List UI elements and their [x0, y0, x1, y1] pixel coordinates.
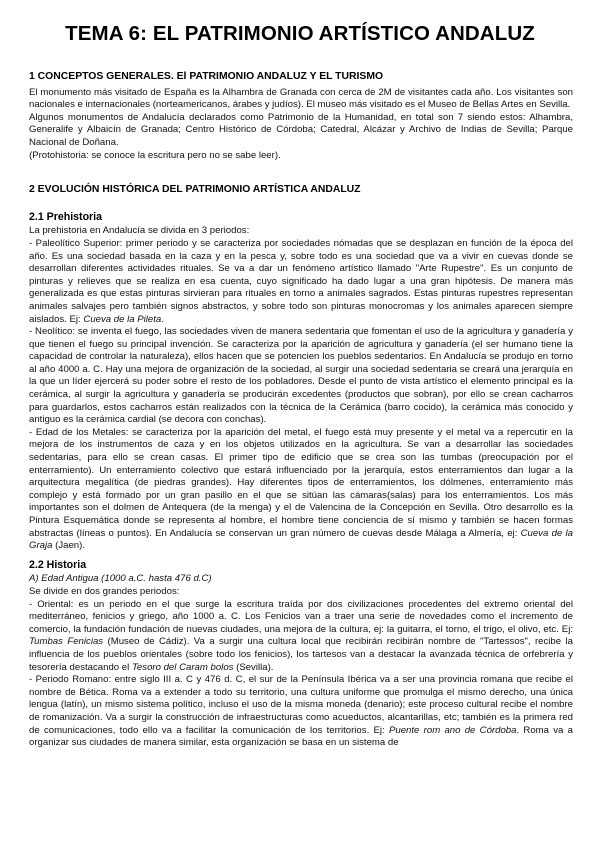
edad-antigua-label: A) Edad Antigua (1000 a.C. hasta 476 d.C) [29, 573, 212, 585]
paragraph-romano [29, 674, 573, 750]
subsection-prehistoria-heading: 2.1 Prehistoria [29, 210, 103, 223]
paragraph: Algunos monumentos de Andalucía declarados como Patrimonio de la Humanidad, en total son 7 siendo estos: Alhambra, Generalife y Albaicín de Granada; Centro Histórico de Córdoba; Catedral, Alcázar y Archivo de Indias de Sevilla; Parque Nacional de Doñana. [29, 111, 573, 148]
paragraph-text: (Museo de Cádiz). Va a surgir una cultura local que recibirán recibirán nombre de "Tartessos", recibe la influencia de los pueblos orientales (sobre todo los fenicios), los tartesos van a destacar la avanzada técnica de orfebrería y tesorería destacando el [29, 636, 573, 673]
paragraph-text: . Roma va a organizar sus ciudades de manera similar, esta organización se basa en un sistema de [29, 724, 573, 749]
spacer [29, 200, 573, 211]
paragraph: Se divide en dos grandes periodos: [29, 585, 180, 597]
paragraph-text: (Jaen). [52, 540, 85, 552]
example-puente-romano: Puente rom ano de Córdoba [388, 724, 517, 736]
document-body [29, 71, 573, 750]
paragraph-text: (Sevilla). [233, 661, 274, 673]
paragraph-oriental [29, 599, 573, 675]
example-cueva-pileta: Cueva de la Pileta [83, 313, 162, 325]
paragraph-metales [29, 427, 573, 553]
example-tesoro-carambolo: Tesoro del Caram bolos [131, 661, 234, 673]
paragraph-text: - Oriental: es un periodo en el que surge la escritura traída por dos civilizaciones procedentes del extremo oriental del mediterráneo, fenicios y griego, año 1000 a. C. Los Fenicios van a traer una serie de novedades como el incremento de comercio, la fundación fundación de nuevas ciudades, una mejora de la cultura, ej: la guitarra, el torno, el trigo, el olivo, etc. Ej: [29, 598, 573, 635]
section-1-heading: 1 CONCEPTOS GENERALES. El PATRIMONIO ANDALUZ Y EL TURISMO [29, 71, 384, 82]
edad-antigua-heading [29, 573, 573, 586]
page-title: TEMA 6: EL PATRIMONIO ARTÍSTICO ANDALUZ [65, 22, 535, 45]
example-tumbas-fenicias: Tumbas Fenicias [29, 636, 104, 648]
paragraph: La prehistoria en Andalucía se divida en 3 periodos: [29, 225, 250, 237]
paragraph-neolitico: - Neolítico: se inventa el fuego, las sociedades viven de manera sedentaria que fomentan el uso de la agricultura y ganadería y que tienen el fuego su principal invención. Se caracteriza por la aparición de agricultura y ganadería (el ser humano tiene la capacidad de controlar la naturaleza), ellos hacen que se potencien los pueblos sedentarios. En Andalucía se produjo en torno al año 4000 a. C. Hay una mejora de organización de la sociedad, al surgir una sociedad sedentaria se creará una jerarquía en la que un líder ejercerá su poder sobre el resto de los pobladores. Desde el punto de vista artístico el elemento principal es la cerámica, al surgir la agricultura y ganadería se producirán excedentes (productos que sobran), por ello se crean cacharros para guardarlos, estos cacharros están realizados con la técnica de la Cerámica (barro cocido), la cerámica más conocido y antiguo es la cerámica cardial (se decora con conchas). [29, 326, 573, 426]
paragraph-text: - Periodo Romano: entre siglo III a. C y 476 d. C, el sur de la Península Ibérica va a ser una provincia romana que recibe el nombre de Bética. Roma va a extender a todo su territorio, una cultura uniforme que promulga el mismo derecho, una única lengua (latín), un mismo sistema político, incluso el uso de la misma moneda (denario); este proceso cultural recibe el nombre de romanización. Va a surgir la construcción de infraestructuras como acueductos, alcantarillas, etc; también es la primera red de comunicaciones, todo ello va a facilitar la comunicación de los territorios. Ej: [29, 674, 573, 736]
subsection-historia-heading: 2.2 Historia [29, 558, 87, 571]
paragraph: (Protohistoria: se conoce la escritura pero no se sabe leer). [29, 149, 281, 161]
spacer [29, 162, 573, 184]
paragraph: El monumento más visitado de España es la Alhambra de Granada con cerca de 2M de visitantes cada año. Los visitantes son nacionales e internacionales (norteamericanos, árabes y judíos). El museo más visitado es el Museo de Bellas Artes en Sevilla. [29, 86, 573, 111]
paragraph-text: - Paleolítico Superior: primer periodo y se caracteriza por sociedades nómadas que se desplazan en función de la época del año. Es una sociedad basada en la caza y en la pesca y, sobre todo es una sociedad que va a vivir en cuevas donde se desarrollan diferentes actividades rituales. Se va a dar un fenómeno artístico llamado "Arte Rupestre". Es un conjunto de pinturas y relieves que se realiza en esa cuenta, cuyo significado ha dado lugar a una gran hipótesis. De manera más generalizada es que estas pinturas sirvieran para rituales en torno a animales sagrados. Estas pinturas rupestres representan animales salvajes pero también signos abstractos, y sobre todo son pinturas monocromas y los animales aparecen siempre aislados. Ej: [29, 237, 573, 325]
paragraph-paleolitico: - Paleolítico Superior: primer periodo y se caracteriza por sociedades nómadas que se desplazan en función de la época del año. Es una sociedad basada en la caza y en la pesca y, sobre todo es una sociedad que va a vivir en cuevas donde se desarrollan diferentes actividades rituales. Se va a dar un fenómeno artístico llamado "Arte Rupestre". Es un conjunto de pinturas y relieves que se realiza en esa cuenta, cuyo significado ha dado lugar a una gran hipótesis. De manera más generalizada es que estas pinturas sirvieran para rituales en torno a animales sagrados. Estas pinturas rupestres representan animales salvajes pero también signos abstractos, y sobre todo son pinturas monocromas y los animales aparecen siempre aislados. Ej: Cueva de la Pileta. [29, 237, 573, 325]
example-cueva-graja: Cueva de la Graja [29, 527, 574, 552]
section-2-heading: 2 EVOLUCIÓN HISTÓRICA DEL PATRIMONIO ARTÍSTICA ANDALUZ [29, 184, 361, 196]
paragraph-text: - Edad de los Metales: se caracteriza por la aparición del metal, el fuego está muy presente y el metal va a repercutir en la mejora de los instrumentos de caza y en los objetos utilizados en la agricultura. Se van a desarrollar las sociedades sedentarias, para ello se crean casas. El primer tipo de edificio que se crea son las tumbas (preocupación por el enterramiento). Un enterramiento colectivo que estará influenciado por la jerarquía, estos enterramientos dan lugar a la arquitectura megalítica (de piedras grandes). Hay diferentes tipos de enterramientos, los dólmenes, enterramiento más complejo y está formado por un gran pasillo en el que se sitúan las cámaras(salas) para los enterramientos. Los más importantes son el dolmen de Antequera (de la menga) y el de Valencina de la Concepción en Sevilla. Otro desarrollo es la Pintura Esquemática donde se representa al hombre, el hombre tiene conciencia de sí mismo y también se hacen formas abstractas (líneas o puntos). En Andalucía se conservan un gran número de cuevas desde Málaga a Almería, ej: [29, 426, 573, 539]
